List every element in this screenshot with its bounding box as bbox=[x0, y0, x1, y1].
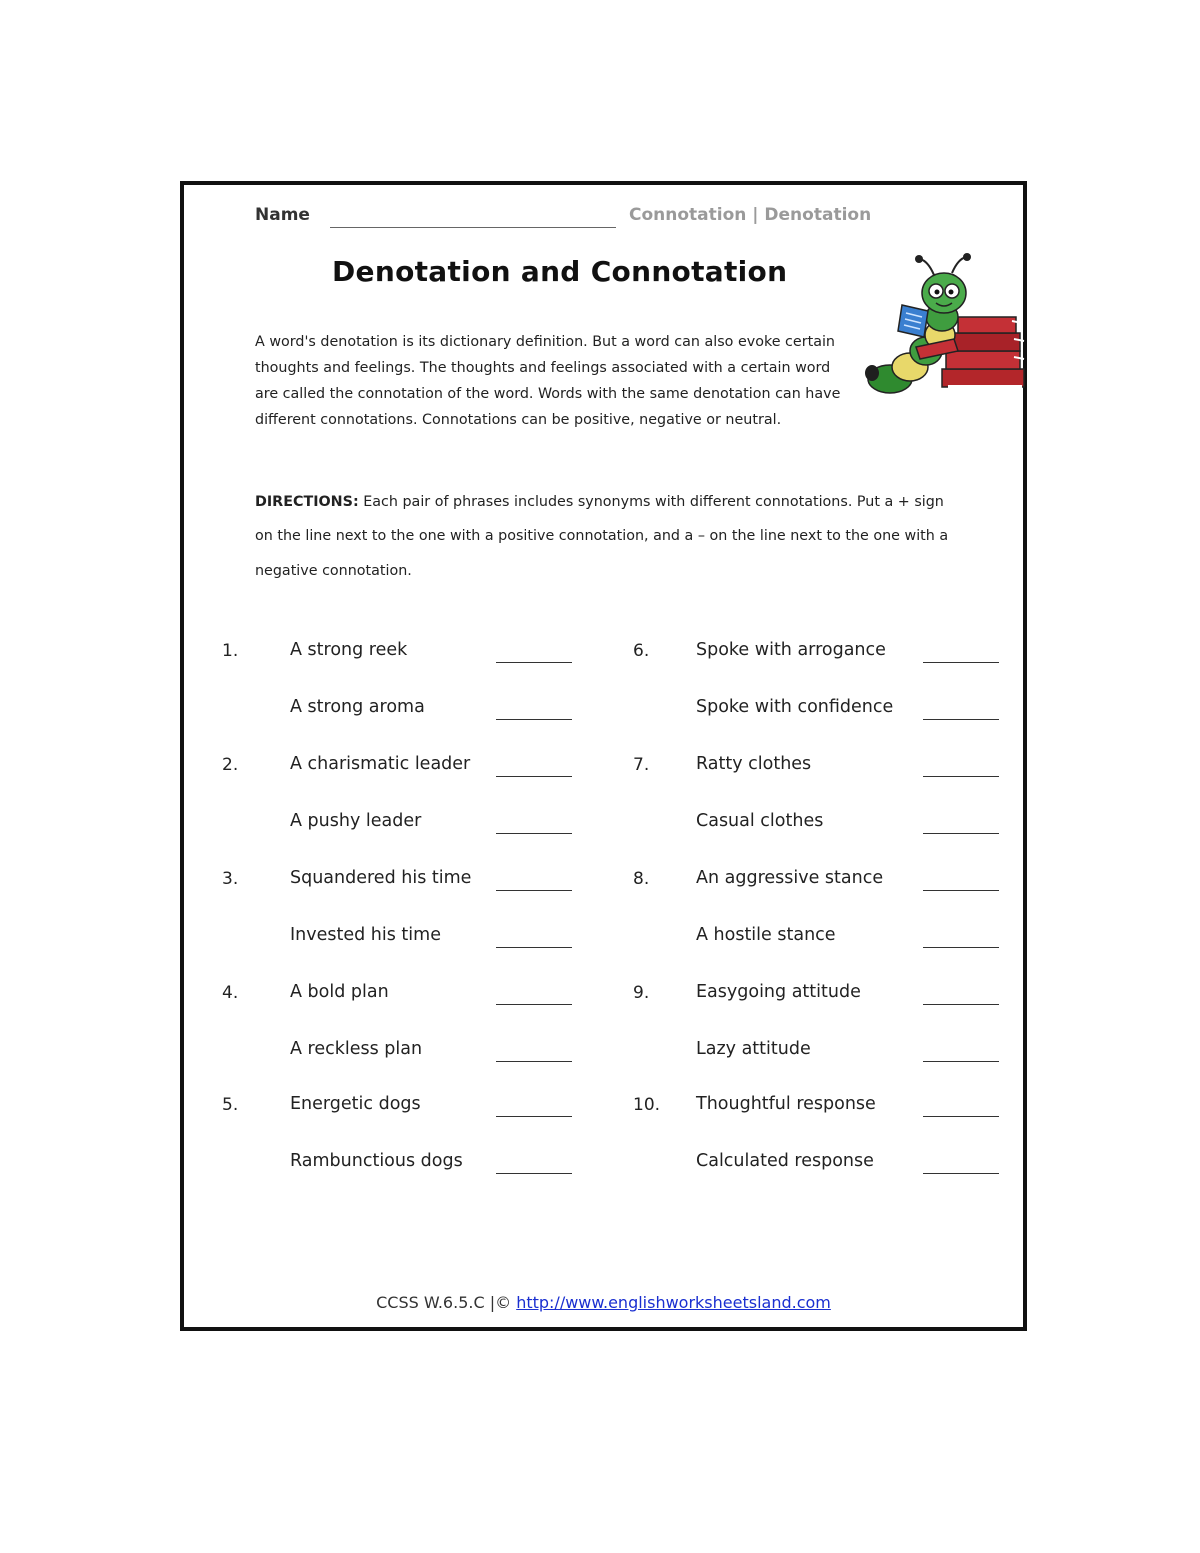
answer-blank[interactable] bbox=[496, 662, 572, 663]
phrase: A pushy leader bbox=[290, 811, 422, 831]
phrase: A strong aroma bbox=[290, 697, 425, 717]
answer-blank[interactable] bbox=[496, 1004, 572, 1005]
phrase: Calculated response bbox=[696, 1151, 874, 1171]
phrase: Casual clothes bbox=[696, 811, 824, 831]
item-number: 8. bbox=[633, 869, 650, 889]
item-number: 2. bbox=[222, 755, 239, 775]
answer-blank[interactable] bbox=[496, 1173, 572, 1174]
phrase: An aggressive stance bbox=[696, 868, 884, 888]
item-number: 10. bbox=[633, 1095, 661, 1115]
answer-blank[interactable] bbox=[923, 1116, 999, 1117]
worksheet-page bbox=[180, 181, 1027, 1331]
footer bbox=[184, 1293, 1023, 1312]
page-title: Denotation and Connotation bbox=[332, 255, 788, 288]
phrase: Easygoing attitude bbox=[696, 982, 861, 1002]
answer-blank[interactable] bbox=[496, 719, 572, 720]
phrase: A strong reek bbox=[290, 640, 408, 660]
phrase: Spoke with arrogance bbox=[696, 640, 886, 660]
item-number: 4. bbox=[222, 983, 239, 1003]
directions-label: DIRECTIONS: bbox=[255, 494, 359, 510]
item-number: 5. bbox=[222, 1095, 239, 1115]
answer-blank[interactable] bbox=[496, 1061, 572, 1062]
phrase: A bold plan bbox=[290, 982, 389, 1002]
answer-blank[interactable] bbox=[496, 947, 572, 948]
answer-blank[interactable] bbox=[923, 947, 999, 948]
phrase: A charismatic leader bbox=[290, 754, 471, 774]
phrase: Thoughtful response bbox=[696, 1094, 876, 1114]
answer-blank[interactable] bbox=[923, 719, 999, 720]
directions-text: Each pair of phrases includes synonyms with different connotations. Put a + sign on the line next to the one with a positive connotation, and a – on the line next to the one with a negative connotation. bbox=[255, 494, 949, 579]
footer-text: CCSS W.6.5.C |© bbox=[376, 1293, 517, 1312]
answer-blank[interactable] bbox=[923, 1004, 999, 1005]
exercise-list bbox=[184, 185, 1023, 1185]
item-number: 3. bbox=[222, 869, 239, 889]
phrase: A hostile stance bbox=[696, 925, 836, 945]
answer-blank[interactable] bbox=[923, 776, 999, 777]
phrase: Squandered his time bbox=[290, 868, 472, 888]
phrase: Ratty clothes bbox=[696, 754, 812, 774]
item-number: 9. bbox=[633, 983, 650, 1003]
item-number: 7. bbox=[633, 755, 650, 775]
phrase: Spoke with confidence bbox=[696, 697, 894, 717]
phrase: Energetic dogs bbox=[290, 1094, 421, 1114]
item-number: 1. bbox=[222, 641, 239, 661]
footer-link[interactable]: http://www.englishworksheetsland.com bbox=[516, 1293, 831, 1312]
answer-blank[interactable] bbox=[923, 662, 999, 663]
phrase: Lazy attitude bbox=[696, 1039, 811, 1059]
phrase: A reckless plan bbox=[290, 1039, 423, 1059]
item-number: 6. bbox=[633, 641, 650, 661]
answer-blank[interactable] bbox=[496, 776, 572, 777]
phrase: Rambunctious dogs bbox=[290, 1151, 463, 1171]
answer-blank[interactable] bbox=[496, 1116, 572, 1117]
answer-blank[interactable] bbox=[923, 1061, 999, 1062]
answer-blank[interactable] bbox=[496, 890, 572, 891]
answer-blank[interactable] bbox=[923, 890, 999, 891]
answer-blank[interactable] bbox=[923, 833, 999, 834]
answer-blank[interactable] bbox=[496, 833, 572, 834]
topic-header: Connotation | Denotation bbox=[629, 205, 872, 225]
answer-blank[interactable] bbox=[923, 1173, 999, 1174]
name-label: Name bbox=[255, 205, 310, 225]
phrase: Invested his time bbox=[290, 925, 441, 945]
intro-paragraph: A word's denotation is its dictionary definition. But a word can also evoke certain thoughts and feelings. The thoughts and feelings associated with a certain word are called the connotation of the word. Words with the same denotation can have different connotations. Connotations can be positive, negative or neutral. bbox=[255, 334, 841, 428]
